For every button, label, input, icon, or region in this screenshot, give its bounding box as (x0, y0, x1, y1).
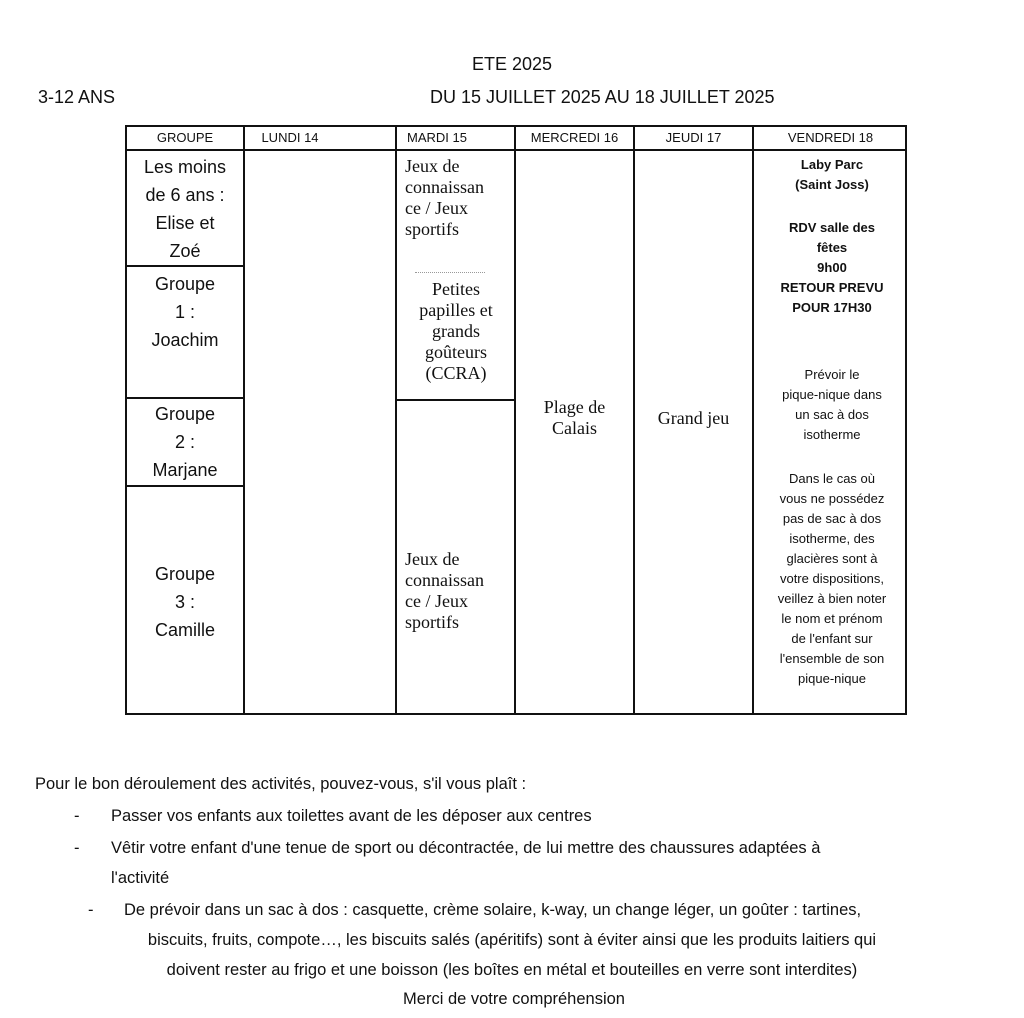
group-line: 2 : (174, 432, 195, 452)
divider (752, 127, 754, 713)
cell-line: Plage de (543, 397, 606, 417)
col-header-mercredi: MERCREDI 16 (530, 130, 619, 145)
cell-line: de l'enfant sur (791, 631, 873, 646)
vendredi-rdv (755, 218, 909, 318)
mercredi-activity (516, 397, 633, 439)
cell-line: grands (432, 321, 480, 341)
cell-line: ce / Jeux (405, 591, 468, 611)
instruction-item-cont: biscuits, fruits, compote…, les biscuits salés (apéritifs) sont à éviter ainsi que les produits laitiers qui (147, 931, 877, 949)
cell-line: ce / Jeux (405, 198, 468, 218)
cell-line: Petites (432, 279, 480, 299)
group-line: de 6 ans : (145, 185, 225, 205)
col-header-groupe: GROUPE (156, 130, 214, 145)
group-moins-6 (127, 153, 243, 265)
cell-line: sportifs (405, 612, 459, 632)
schedule-table (125, 125, 907, 715)
group-2 (127, 400, 243, 484)
cell-line: sportifs (405, 219, 459, 239)
mardi-activity-bottom (405, 549, 484, 633)
bullet: - (74, 839, 80, 857)
instruction-item-cont: doivent rester au frigo et une boisson (les boîtes en métal et bouteilles en verre sont interdites) (166, 961, 858, 979)
cell-line: Dans le cas où (789, 471, 875, 486)
vendredi-destination (755, 155, 909, 195)
cell-line: (CCRA) (425, 363, 487, 383)
thanks-text: Merci de votre compréhension (403, 990, 625, 1008)
cell-line: isotherme (803, 427, 861, 442)
cell-line: papilles et (419, 300, 493, 320)
cell-line: POUR 17H30 (792, 300, 872, 315)
cell-line: Jeux de (405, 156, 460, 176)
cell-line: isotherme, des (789, 531, 875, 546)
cell-line: fêtes (816, 240, 848, 255)
divider (127, 485, 245, 487)
divider (127, 397, 245, 399)
cell-line: Prévoir le (804, 367, 860, 382)
group-1 (127, 270, 243, 354)
age-range: 3-12 ANS (38, 87, 116, 107)
bullet: - (88, 901, 94, 919)
divider (243, 127, 245, 713)
cell-line: 9h00 (817, 260, 847, 275)
instruction-item: Vêtir votre enfant d'une tenue de sport ou décontractée, de lui mettre des chaussures adaptées à (111, 839, 821, 857)
cell-line: goûteurs (425, 342, 487, 362)
group-line: Zoé (169, 241, 201, 261)
mardi-activity-ccra (397, 279, 515, 384)
col-header-mardi: MARDI 15 (407, 130, 467, 145)
cell-line: vous ne possédez (779, 491, 885, 506)
cell-line: pique-nique (798, 671, 866, 686)
instruction-item-cont: l'activité (111, 869, 170, 887)
cell-line: connaissan (405, 177, 484, 197)
cell-line: le nom et prénom (781, 611, 883, 626)
col-header-lundi: LUNDI 14 (261, 130, 319, 145)
group-line: Marjane (152, 460, 218, 480)
cell-line: l'ensemble de son (779, 651, 885, 666)
divider (127, 265, 245, 267)
instruction-item: De prévoir dans un sac à dos : casquette, crème solaire, k-way, un change léger, un goûter : tartines, (124, 901, 862, 919)
cell-line: votre dispositions, (779, 571, 885, 586)
cell-line: un sac à dos (795, 407, 869, 422)
group-line: Elise et (155, 213, 215, 233)
cell-line: connaissan (405, 570, 484, 590)
vendredi-prevoir (755, 365, 909, 445)
date-range: DU 15 JUILLET 2025 AU 18 JUILLET 2025 (430, 87, 775, 107)
divider (127, 149, 905, 151)
group-3 (127, 560, 243, 644)
group-line: Camille (154, 620, 215, 640)
cell-line: RETOUR PREVU (780, 280, 884, 295)
mardi-activity-top (405, 156, 484, 240)
group-line: 1 : (174, 302, 195, 322)
cell-line: pique-nique dans (782, 387, 882, 402)
divider (395, 399, 515, 401)
cell-line: (Saint Joss) (795, 177, 869, 192)
col-header-vendredi: VENDREDI 18 (787, 130, 874, 145)
cell-line: pas de sac à dos (782, 511, 882, 526)
group-line: Joachim (151, 330, 219, 350)
group-line: Groupe (154, 404, 216, 424)
cell-line: glacières sont à (786, 551, 878, 566)
cell-line: Calais (552, 418, 597, 438)
cell-line: Jeux de (405, 549, 460, 569)
cell-line: veillez à bien noter (777, 591, 887, 606)
bullet: - (74, 807, 80, 825)
group-line: Les moins (143, 157, 227, 177)
page-title: ETE 2025 (471, 54, 553, 74)
divider (415, 272, 485, 273)
vendredi-note (755, 469, 909, 689)
col-header-jeudi: JEUDI 17 (665, 130, 722, 145)
group-line: 3 : (174, 592, 195, 612)
instruction-item: Passer vos enfants aux toilettes avant de les déposer aux centres (111, 807, 592, 825)
cell-line: Laby Parc (800, 157, 864, 172)
group-line: Groupe (154, 564, 216, 584)
divider (395, 127, 397, 713)
group-line: Groupe (154, 274, 216, 294)
jeudi-activity: Grand jeu (657, 408, 730, 428)
cell-line: RDV salle des (789, 220, 875, 235)
instructions-intro: Pour le bon déroulement des activités, pouvez-vous, s'il vous plaît : (35, 775, 527, 793)
